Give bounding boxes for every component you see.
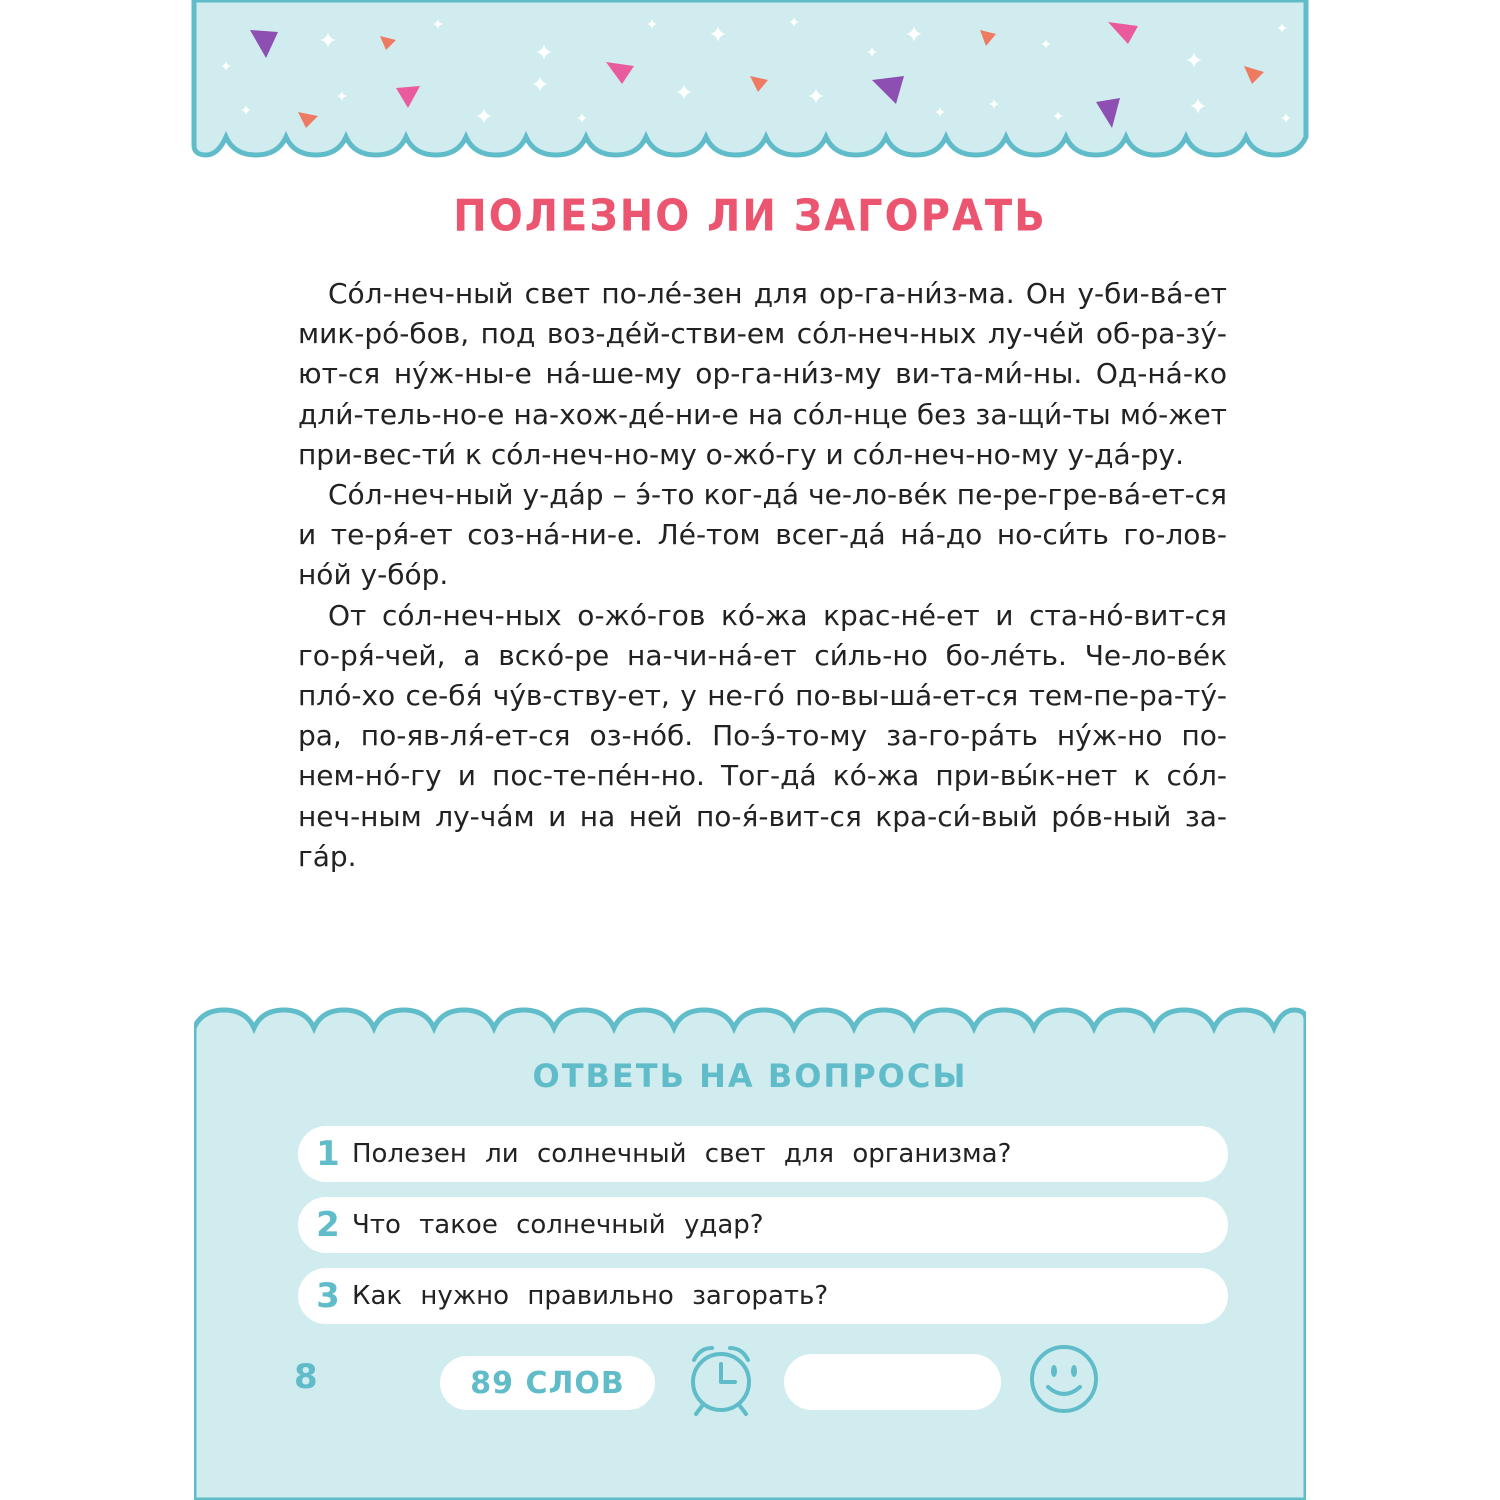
header-band-shape <box>194 0 1306 155</box>
reading-text <box>298 274 1227 877</box>
question-number: 2 <box>316 1205 340 1245</box>
question-item <box>298 1197 1228 1253</box>
question-item <box>298 1268 1228 1324</box>
question-number: 1 <box>316 1134 340 1174</box>
page-number: 8 <box>294 1357 318 1397</box>
alarm-clock-icon <box>684 1342 758 1418</box>
page-title: ПОЛЕЗНО ЛИ ЗАГОРАТЬ <box>453 190 1047 242</box>
paragraph: Со́л-неч-ный свет по-ле́-зен для ор-га-ни́з-ма. Он у-би-ва́-ет мик-ро́-бов, под воз-де́й-стви-ем со́л-неч-ных лу-че́й об-ра-зу́-ют-ся ну́ж-ны-е на́-ше-му ор-га-ни́з-му ви-та-ми́-ны. Од-на́-ко дли́-тель-но-е на-хож-де́-ни-е на со́л-нце без за-щи́-ты мо́-жет при-вес-ти́ к со́л-неч-но-му о-жо́-гу и со́л-неч-но-му у-да́-ру. <box>298 277 1227 471</box>
word-count-label: 89 СЛОВ <box>470 1365 625 1401</box>
reading-time-field[interactable] <box>784 1354 1001 1410</box>
question-item <box>298 1126 1228 1182</box>
page <box>194 0 1306 1500</box>
questions-heading: ОТВЕТЬ НА ВОПРОСЫ <box>532 1057 968 1095</box>
question-text: Полезен ли солнечный свет для организма? <box>352 1139 1012 1169</box>
paragraph: От со́л-неч-ных о-жо́-гов ко́-жа крас-не́-ет и ста-но́-вит-ся го-ря́-чей, а вско́-ре на-чи-на́-ет си́ль-но бо-ле́ть. Че-ло-ве́к пло́-хо се-бя́ чу́в-ству-ет, у не-го́ по-вы-ша́-ет-ся тем-пе-ра-ту́-ра, по-яв-ля́-ет-ся оз-но́б. По-э́-то-му за-го-ра́ть ну́ж-но по-нем-но́-гу и пос-те-пе́н-но. Тог-да́ ко́-жа при-вы́к-нет к со́л-неч-ным лу-ча́м и на ней по-я́-вит-ся кра-си́-вый ро́в-ный за-га́р. <box>298 598 1227 873</box>
paragraph: Со́л-неч-ный у-да́р – э́-то ког-да́ че-ло-ве́к пе-ре-гре-ва́-ет-ся и те-ря́-ет соз-на́-ни-е. Ле́-том всег-да́ на́-до но-си́ть го-лов-но́й у-бо́р. <box>298 478 1227 592</box>
decorative-header <box>194 0 1306 160</box>
question-number: 3 <box>316 1276 340 1316</box>
question-text: Что такое солнечный удар? <box>352 1210 764 1240</box>
word-count-badge <box>440 1356 655 1410</box>
smiley-face-icon <box>1028 1343 1100 1415</box>
question-text: Как нужно правильно загорать? <box>352 1281 829 1311</box>
